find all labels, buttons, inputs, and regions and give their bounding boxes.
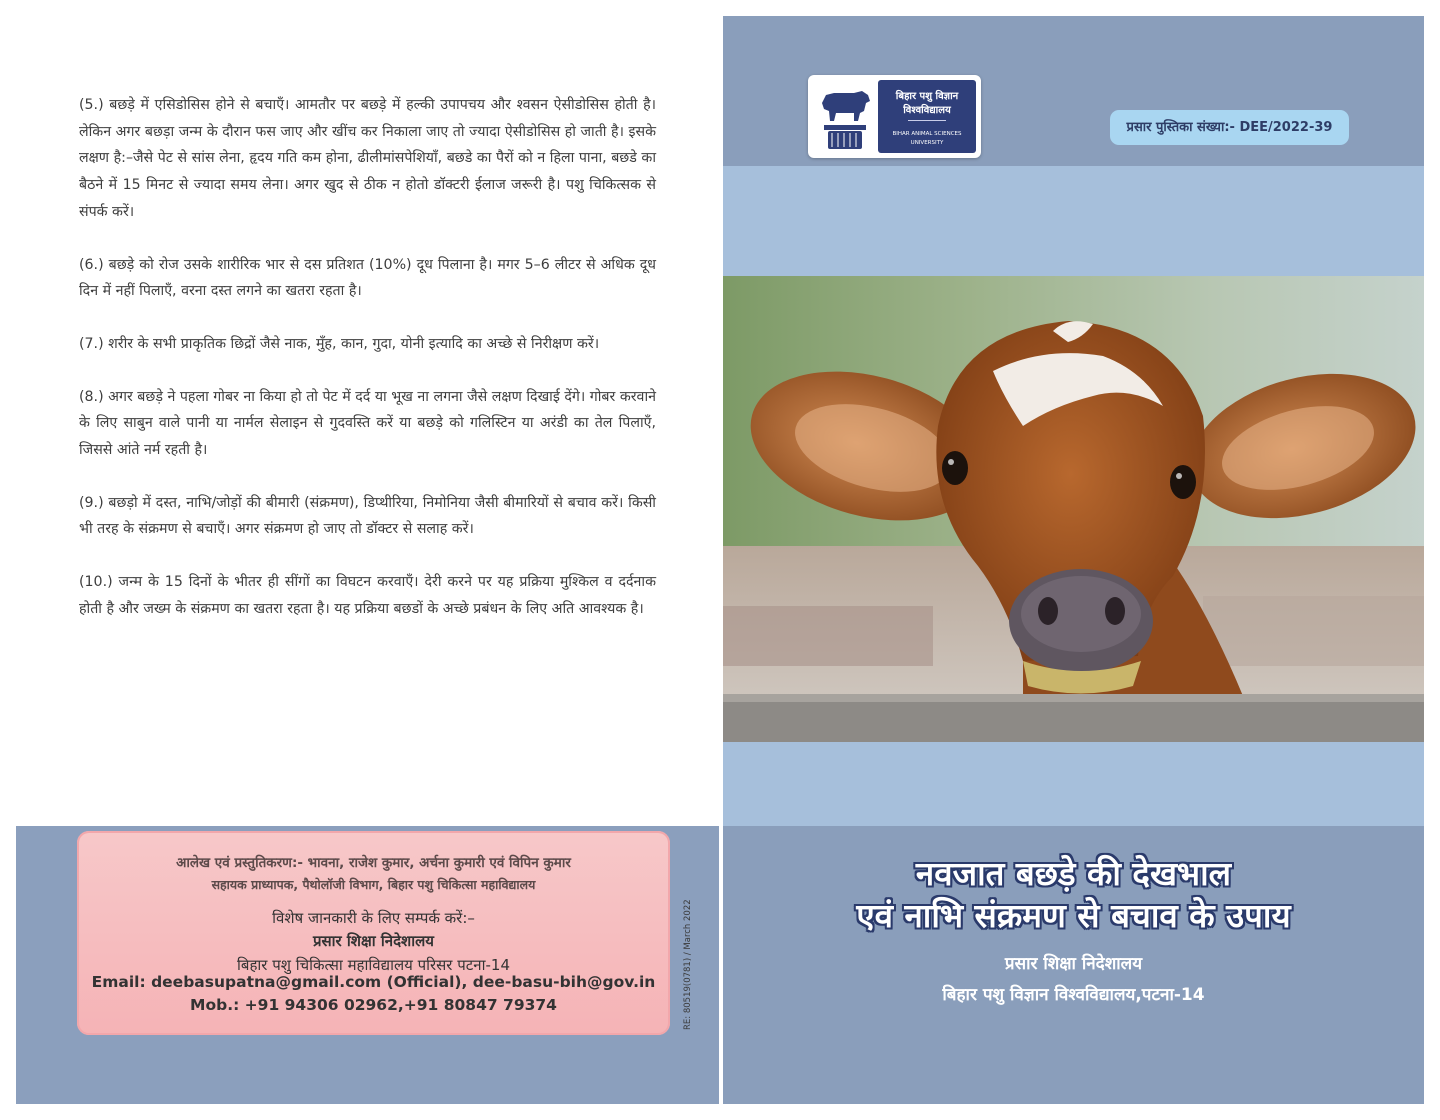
instruction-paragraph-6: (6.) बछड़े को रोज उसके शारीरिक भार से दस प्रतिशत (10%) दूध पिलाना है। मगर 5–6 लीटर से अधिक दूध दिन में नहीं पिलाएँ, वरना दस्त लगने का खतरा रहता है। [79, 256, 656, 300]
instruction-paragraph-10: (10.) जन्म के 15 दिनों के भीतर ही सींगों का विघटन करवाएँ। देरी करने पर यह प्रक्रिया मुश्किल व दर्दनाक होती है और जख्म के संक्रमण का खतरा रहता है। यह प्रक्रिया बछडों के अच्छे प्रबंधन के लिए अति आवश्यक है। [79, 574, 656, 617]
logo-english-line2: UNIVERSITY [910, 140, 944, 146]
cover-subtitle-university: बिहार पशु विज्ञान विश्वविद्यालय,पटना-14 [942, 985, 1205, 1005]
instruction-paragraph-7: (7.) शरीर के सभी प्राकृतिक छिद्रों जैसे नाक, मुँह, कान, गुदा, योनी इत्यादि का अच्छे से निरीक्षण करें। [79, 335, 600, 352]
mobile-line: Mob.: +91 94306 02962,+91 80847 79374 [190, 996, 557, 1014]
calf-photo [723, 276, 1424, 742]
front-cover-page [723, 16, 1424, 1104]
cow-emblem-icon [814, 81, 876, 153]
cover-subtitle-directorate: प्रसार शिक्षा निदेशालय [1004, 954, 1143, 974]
college-address: बिहार पशु चिकित्सा महाविद्यालय परिसर पटना-14 [237, 956, 510, 974]
logo-hindi-line2: विश्वविद्यालय [903, 105, 951, 116]
booklet-number-badge: प्रसार पुस्तिका संख्या:- DEE/2022-39 [1110, 110, 1349, 145]
email-line: Email: deebasupatna@gmail.com (Official), dee-basu-bih@gov.in [91, 973, 656, 991]
contact-box [77, 831, 670, 1035]
instruction-paragraph-9: (9.) बछड़ो में दस्त, नाभि/जोड़ों की बीमारी (संक्रमण), डिप्थीरिया, निमोनिया जैसी बीमारियों से बचाव करें। किसी भी तरह के संक्रमण से बचाएँ। अगर संक्रमण हो जाए तो डॉक्टर से सलाह करें। [79, 494, 656, 538]
logo-divider [908, 120, 946, 121]
cover-title-line1: नवजात बछड़े की देखभाल [915, 854, 1232, 893]
logo-text-panel [878, 80, 976, 153]
cover-title-line2: एवं नाभि संक्रमण से बचाव के उपाय [856, 896, 1291, 935]
directorate-line: प्रसार शिक्षा निदेशालय [313, 932, 434, 950]
logo-hindi-line1: बिहार पशु विज्ञान [895, 91, 959, 102]
instruction-paragraph-5: (5.) बछड़े में एसिडोसिस होने से बचाएँ। आमतौर पर बछड़े में हल्की उपापचय और श्वसन ऐसीडोसिस होती है। लेकिन अगर बछड़ा जन्म के दौरान फस जाए और खींच कर निकाला जाए तो ज्यादा ऐसीडोसिस हो जाती है। इसके लक्षण है:–जैसे पेट से सांस लेना, हृदय गति कम होना, ढीलीमांसपेशियाँ, बछडे का पैरों को न हिला पाना, बछडे का बैठने में 15 मिनट से ज्यादा समय लेना। अगर खुद से ठीक न होतो डॉक्टरी ईलाज जरूरी है। पशु चिकित्सक से संपर्क करें। [79, 97, 656, 220]
print-code: RE: 80519(0781) / March 2022 [683, 899, 693, 1030]
instruction-paragraph-8: (8.) अगर बछड़े ने पहला गोबर ना किया हो तो पेट में दर्द या भूख ना लगना जैसे लक्षण दिखाई देंगे। गोबर करवाने के लिए साबुन वाले पानी या नार्मल सेलाइन से गुदवस्ति करें या बछड़े को गलिस्टिन या अरंडी का तेल पिलाएँ, जिससे आंते नर्म रहती है। [79, 388, 656, 459]
contact-heading: विशेष जानकारी के लिए सम्पर्क करें:– [272, 909, 475, 927]
care-instructions [79, 92, 656, 649]
university-logo [808, 75, 981, 158]
logo-english-line1: BIHAR ANIMAL SCIENCES [892, 131, 962, 137]
designation-line: सहायक प्राध्यापक, पैथोलॉजी विभाग, बिहार पशु चिकित्सा महाविद्यालय [211, 877, 536, 892]
authors-line: आलेख एवं प्रस्तुतिकरण:- भावना, राजेश कुमार, अर्चना कुमारी एवं विपिन कुमार [176, 855, 571, 871]
